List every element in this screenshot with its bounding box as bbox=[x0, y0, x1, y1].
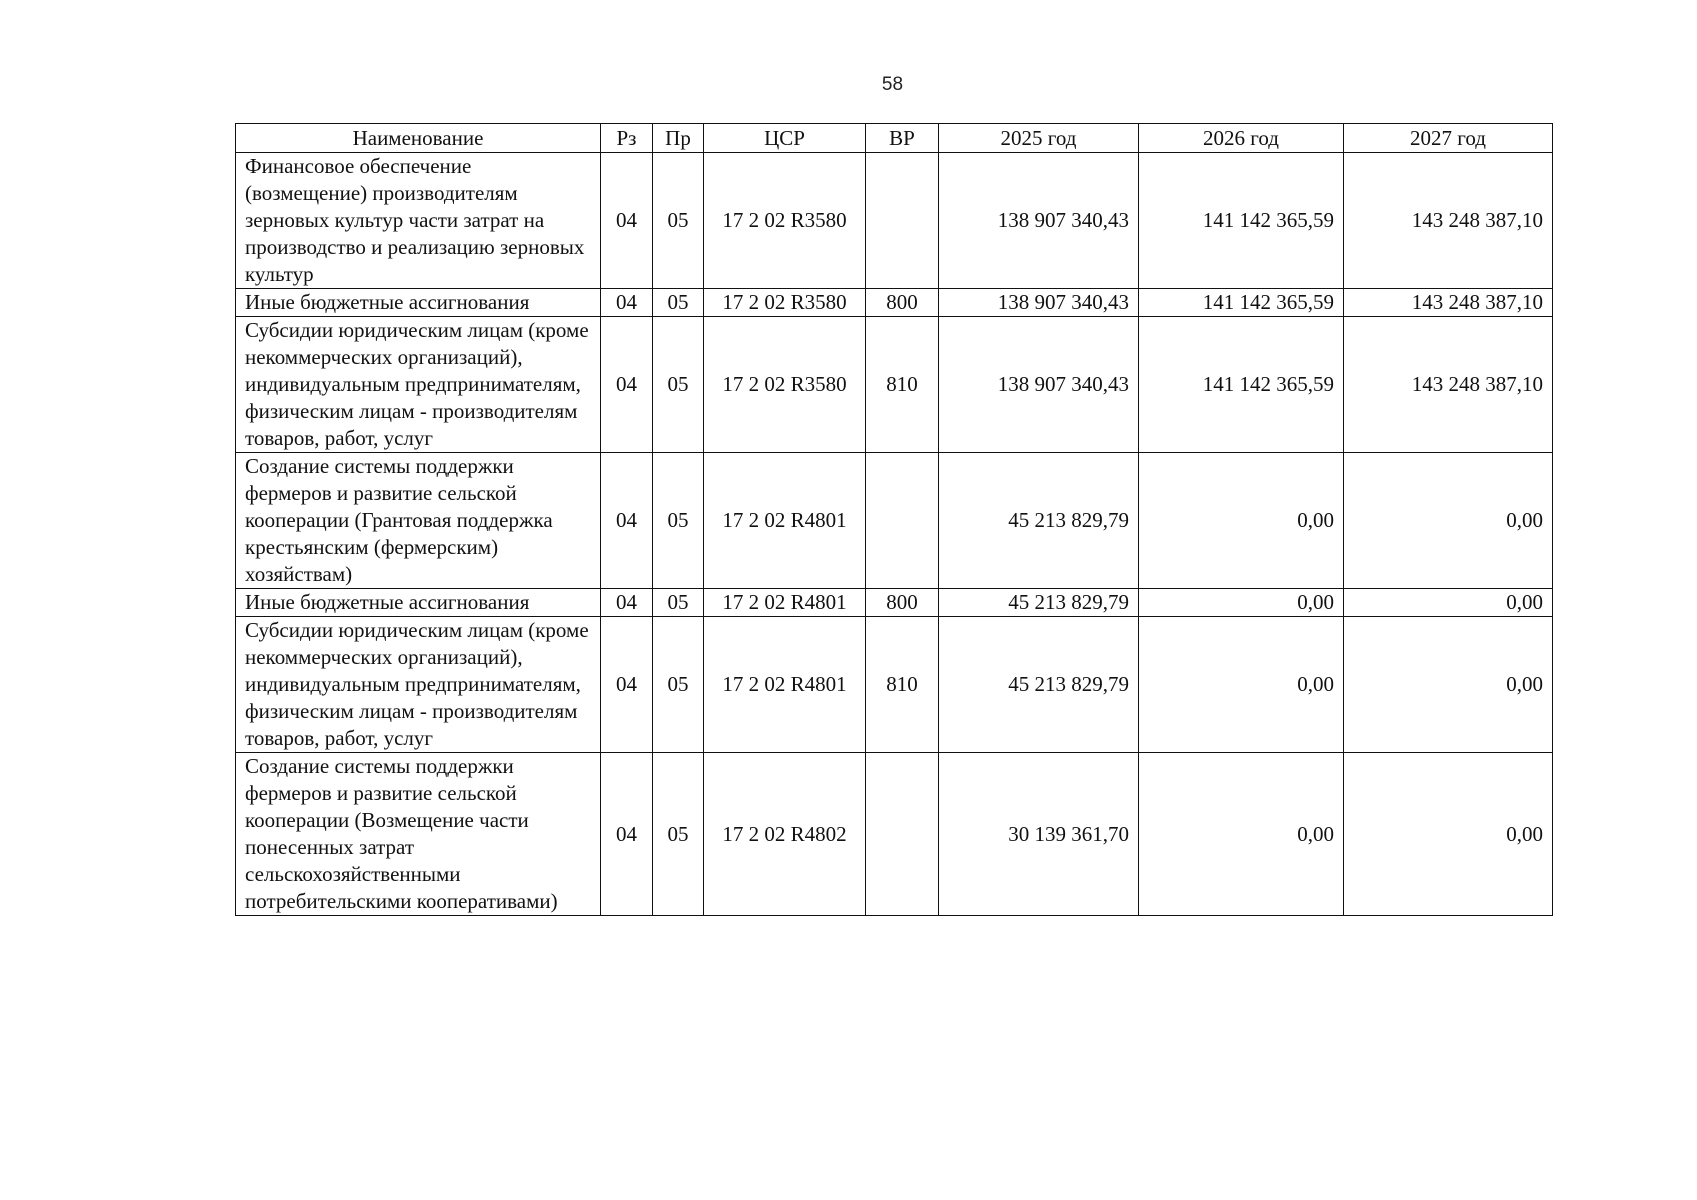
cell-2026: 0,00 bbox=[1139, 753, 1344, 916]
cell-vr: 800 bbox=[866, 589, 939, 617]
cell-csr: 17 2 02 R4801 bbox=[704, 617, 866, 753]
cell-csr: 17 2 02 R4801 bbox=[704, 453, 866, 589]
cell-2027: 0,00 bbox=[1344, 453, 1553, 589]
cell-pr: 05 bbox=[653, 617, 704, 753]
cell-csr: 17 2 02 R4802 bbox=[704, 753, 866, 916]
cell-2027: 0,00 bbox=[1344, 617, 1553, 753]
cell-name: Создание системы поддержки фермеров и развитие сельской кооперации (Грантовая поддержка крестьянским (фермерским) хозяйствам) bbox=[236, 453, 601, 589]
cell-2025: 138 907 340,43 bbox=[939, 153, 1139, 289]
header-rz: Рз bbox=[601, 124, 653, 153]
table-row bbox=[236, 289, 1553, 317]
cell-2025: 45 213 829,79 bbox=[939, 453, 1139, 589]
table-row bbox=[236, 617, 1553, 753]
cell-pr: 05 bbox=[653, 453, 704, 589]
cell-2027: 143 248 387,10 bbox=[1344, 289, 1553, 317]
table-row bbox=[236, 589, 1553, 617]
cell-rz: 04 bbox=[601, 753, 653, 916]
table-row bbox=[236, 317, 1553, 453]
cell-name: Иные бюджетные ассигнования bbox=[236, 589, 601, 617]
cell-vr: 810 bbox=[866, 317, 939, 453]
cell-csr: 17 2 02 R4801 bbox=[704, 589, 866, 617]
cell-name: Иные бюджетные ассигнования bbox=[236, 289, 601, 317]
cell-csr: 17 2 02 R3580 bbox=[704, 289, 866, 317]
cell-2026: 0,00 bbox=[1139, 589, 1344, 617]
cell-vr bbox=[866, 753, 939, 916]
cell-pr: 05 bbox=[653, 153, 704, 289]
header-2026: 2026 год bbox=[1139, 124, 1344, 153]
cell-pr: 05 bbox=[653, 289, 704, 317]
header-2027: 2027 год bbox=[1344, 124, 1553, 153]
cell-2025: 30 139 361,70 bbox=[939, 753, 1139, 916]
budget-table bbox=[235, 123, 1553, 916]
cell-name: Субсидии юридическим лицам (кроме некоммерческих организаций), индивидуальным предпринимателям, физическим лицам - производителям товаров, работ, услуг bbox=[236, 617, 601, 753]
page-number: 58 bbox=[881, 74, 904, 95]
cell-vr bbox=[866, 153, 939, 289]
cell-pr: 05 bbox=[653, 589, 704, 617]
table-row bbox=[236, 153, 1553, 289]
cell-vr: 810 bbox=[866, 617, 939, 753]
header-pr: Пр bbox=[653, 124, 704, 153]
cell-2026: 141 142 365,59 bbox=[1139, 289, 1344, 317]
cell-rz: 04 bbox=[601, 453, 653, 589]
cell-csr: 17 2 02 R3580 bbox=[704, 153, 866, 289]
cell-2025: 45 213 829,79 bbox=[939, 617, 1139, 753]
cell-csr: 17 2 02 R3580 bbox=[704, 317, 866, 453]
cell-2027: 0,00 bbox=[1344, 753, 1553, 916]
cell-2027: 143 248 387,10 bbox=[1344, 153, 1553, 289]
cell-2025: 138 907 340,43 bbox=[939, 317, 1139, 453]
header-csr: ЦСР bbox=[704, 124, 866, 153]
cell-rz: 04 bbox=[601, 617, 653, 753]
cell-rz: 04 bbox=[601, 289, 653, 317]
cell-name: Субсидии юридическим лицам (кроме некоммерческих организаций), индивидуальным предпринимателям, физическим лицам - производителям товаров, работ, услуг bbox=[236, 317, 601, 453]
table-row bbox=[236, 453, 1553, 589]
cell-2025: 138 907 340,43 bbox=[939, 289, 1139, 317]
cell-pr: 05 bbox=[653, 317, 704, 453]
cell-2025: 45 213 829,79 bbox=[939, 589, 1139, 617]
cell-vr: 800 bbox=[866, 289, 939, 317]
cell-rz: 04 bbox=[601, 317, 653, 453]
table-header-row bbox=[236, 124, 1553, 153]
cell-2026: 141 142 365,59 bbox=[1139, 153, 1344, 289]
table-row bbox=[236, 753, 1553, 916]
cell-rz: 04 bbox=[601, 153, 653, 289]
header-vr: ВР bbox=[866, 124, 939, 153]
cell-name: Создание системы поддержки фермеров и развитие сельской кооперации (Возмещение части понесенных затрат сельскохозяйственными потребительскими кооперативами) bbox=[236, 753, 601, 916]
header-name: Наименование bbox=[236, 124, 601, 153]
cell-2026: 0,00 bbox=[1139, 453, 1344, 589]
cell-2027: 143 248 387,10 bbox=[1344, 317, 1553, 453]
cell-2026: 141 142 365,59 bbox=[1139, 317, 1344, 453]
cell-rz: 04 bbox=[601, 589, 653, 617]
cell-pr: 05 bbox=[653, 753, 704, 916]
cell-2026: 0,00 bbox=[1139, 617, 1344, 753]
cell-2027: 0,00 bbox=[1344, 589, 1553, 617]
cell-vr bbox=[866, 453, 939, 589]
header-2025: 2025 год bbox=[939, 124, 1139, 153]
cell-name: Финансовое обеспечение (возмещение) производителям зерновых культур части затрат на производство и реализацию зерновых культур bbox=[236, 153, 601, 289]
